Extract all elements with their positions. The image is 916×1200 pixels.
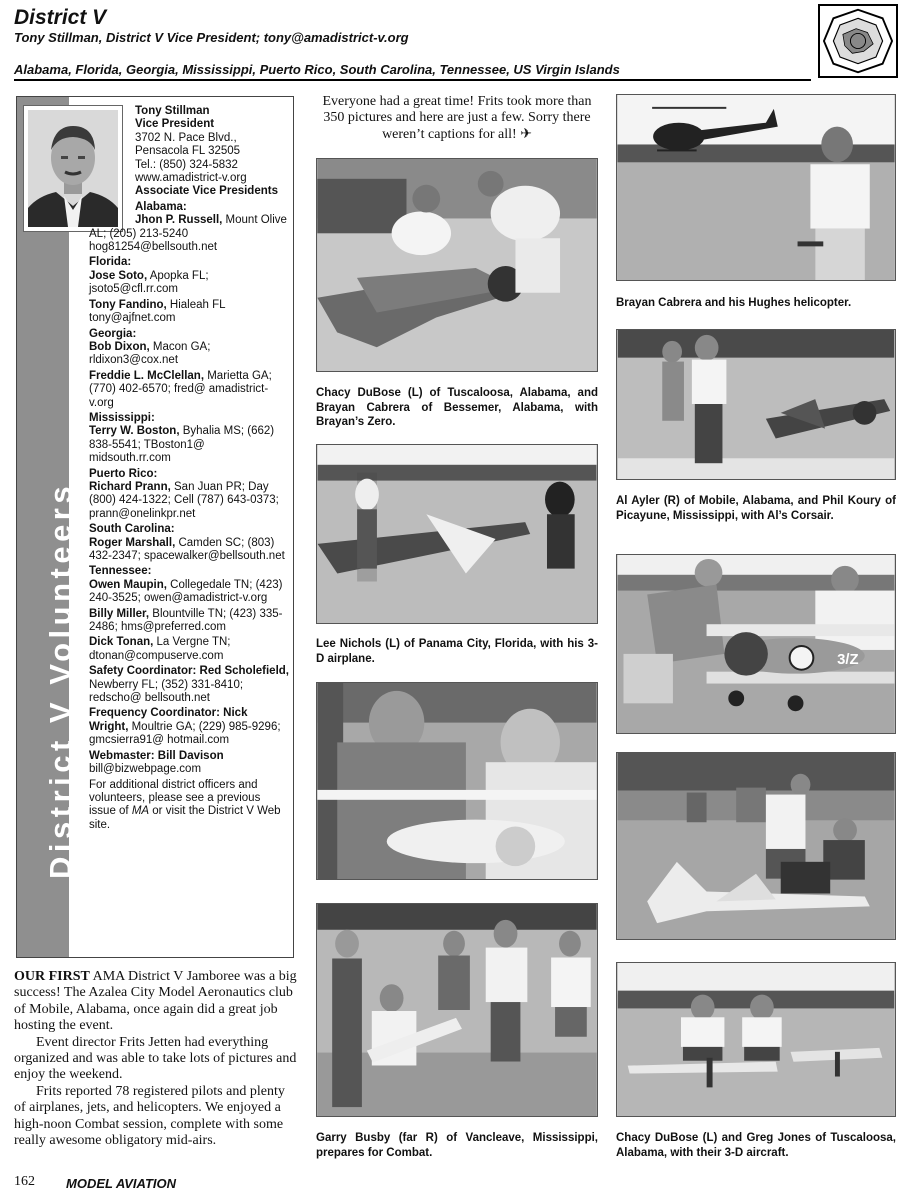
photo-helicopter [616,94,896,281]
volunteer-entry [89,214,289,254]
article-body [14,969,298,1149]
volunteer-entry [89,425,289,465]
caption-combat: Garry Busby (far R) of Vancleave, Mississippi, prepares for Combat. [316,1132,598,1159]
volunteer-name: Roger Marshall, [89,536,176,549]
closing-note-magazine: MA [131,805,150,818]
regions-list [89,201,289,663]
volunteer-entry [89,579,289,606]
volunteer-details: Marietta GA; (770) 402-6570; fred@ amadistrict-v.org [89,369,272,409]
volunteers-band-label: District V Volunteers [43,481,78,879]
volunteer-details: San Juan PR; Day (800) 424-1322; Cell (787) 643-0373; prann@onelinkpr.net [89,480,279,520]
district-seal-logo [818,4,898,78]
assoc-vp-heading: Associate Vice Presidents [135,185,278,198]
photo-combat-group [316,903,598,1117]
volunteer-name: Freddie L. McClellan, [89,369,205,382]
coordinator-entry [89,665,289,705]
volunteer-details: Byhalia MS; (662) 838-5541; TBoston1@ midsouth.rr.com [89,425,275,465]
region-heading: South Carolina: [89,523,175,536]
vp-name: Tony Stillman [135,105,210,117]
biplane-fuselage-marking: 3/Z [837,651,859,668]
closing-note-end: or visit the District V Web site. [89,805,281,831]
photo-biplane [616,554,896,734]
coordinator-name: Frequency Coordinator: Nick Wright, [89,707,248,733]
volunteer-details: La Vergne TN; dtonan@compuserve.com [89,636,231,662]
photo-3d-aircraft [616,962,896,1117]
section-title: District V [14,6,107,29]
caption-helicopter: Brayan Cabrera and his Hughes helicopter. [616,297,852,309]
volunteer-entry [89,270,289,297]
article-paragraph-4: Everyone had a great time! Frits took more than 350 pictures and here are just a few. Sorry there weren’t captions for all! [322,94,592,142]
volunteer-details: Hialeah FL tony@ajfnet.com [89,298,226,325]
vp-title: Vice President [135,118,215,131]
article-paragraph-1 [14,969,298,1035]
states-list: Alabama, Florida, Georgia, Mississippi, Puerto Rico, South Carolina, Tennessee, US Virgin Islands [14,62,620,77]
page-number: 162 [14,1174,35,1189]
article-lead-in: OUR FIRST [14,969,90,984]
caption-lee-nichols: Lee Nichols (L) of Panama City, Florida, with his 3-D airplane. [316,638,598,665]
coordinator-name: Safety Coordinator: Red Scholefield, [89,665,289,678]
volunteer-name: Tony Fandino, [89,298,167,311]
vp-phone: Tel.: (850) 324-5832 [135,158,238,171]
volunteer-name: Jose Soto, [89,269,148,282]
caption-corsair: Al Ayler (R) of Mobile, Alabama, and Phil Koury of Picayune, Mississippi, with Al’s Corsair. [616,495,896,522]
vp-address-line2: Pensacola FL 32505 [135,145,241,158]
volunteer-details: Macon GA; rldixon3@cox.net [89,340,211,367]
volunteer-name: Bob Dixon, [89,340,150,353]
volunteer-details: Collegedale TN; (423) 240-3525; owen@amadistrict-v.org [89,578,283,605]
volunteer-details: Apopka FL; jsoto5@cfl.rr.com [89,269,209,296]
volunteer-entry [89,299,289,326]
coordinator-entry [89,707,289,747]
caption-3d-aircraft: Chacy DuBose (L) and Greg Jones of Tuscaloosa, Alabama, with their 3-D aircraft. [616,1132,896,1159]
volunteer-details: Camden SC; (803) 432-2347; spacewalker@bellsouth.net [89,536,285,562]
header-rule [14,79,811,81]
volunteers-box [16,96,294,958]
volunteer-entry [89,636,289,663]
magazine-name: MODEL AVIATION [66,1176,177,1191]
coordinator-details: bill@bizwebpage.com [89,763,202,776]
vp-website: www.amadistrict-v.org [135,172,247,185]
photo-biplane-builders [316,682,598,880]
region-heading: Puerto Rico: [89,467,158,480]
volunteer-details: Mount Olive AL; (205) 213-5240 hog81254@bellsouth.net [89,214,287,254]
vp-address-line1: 3702 N. Pace Blvd., [135,131,237,144]
region-heading: Alabama: [135,200,187,213]
article-continuation [316,94,598,143]
article-paragraph-1-text: AMA District V Jamboree was a big success! The Azalea City Model Aeronautics club of Mobile, Alabama, once again did a great job hosting the event. [14,969,297,1034]
photo-zero [316,158,598,372]
photo-jet [616,752,896,940]
article-paragraph-2: Event director Frits Jetten had everything organized and was able to take lots of pictures and enjoy the weekend. [14,1034,297,1083]
volunteer-name: Owen Maupin, [89,578,167,591]
volunteer-entry [89,608,289,635]
caption-zero: Chacy DuBose (L) of Tuscaloosa, Alabama, and Brayan Cabrera of Bessemer, Alabama, with Brayan’s Zero. [316,387,598,429]
coordinator-name: Webmaster: Bill Davison [89,749,224,762]
coordinator-entry [89,750,289,777]
volunteer-name: Terry W. Boston, [89,425,180,438]
photo-corsair [616,329,896,480]
volunteer-entry [89,537,289,564]
coordinator-details: Newberry FL; (352) 331-8410; redscho@ bellsouth.net [89,678,244,705]
region-heading: Tennessee: [89,565,152,578]
volunteer-name: Richard Prann, [89,480,171,493]
volunteer-name: Jhon P. Russell, [135,214,223,227]
section-subtitle: Tony Stillman, District V Vice President; tony@amadistrict-v.org [14,30,409,45]
region-heading: Georgia: [89,327,137,340]
volunteers-list [89,105,289,834]
closing-note-start: For additional district officers and volunteers, please see a previous issue of [89,778,261,818]
region-heading: Mississippi: [89,411,155,424]
region-heading: Florida: [89,256,132,269]
closing-note [89,779,289,833]
coordinators-list [89,665,289,776]
volunteer-entry [89,370,289,410]
article-paragraph-3: Frits reported 78 registered pilots and plenty of airplanes, jets, and helicopters. We enjoyed a high-noon Combat session, complete with some really awesome obligatory mid-airs. [14,1083,285,1149]
end-mark-icon: ✈ [520,126,532,142]
volunteer-name: Billy Miller, [89,607,150,620]
volunteer-details: Blountville TN; (423) 335-2486; hms@preferred.com [89,607,283,634]
volunteer-entry [89,341,289,368]
volunteer-name: Dick Tonan, [89,636,154,649]
coordinator-details: Moultrie GA; (229) 985-9296; gmcsierra91@ hotmail.com [89,720,281,747]
photo-lee-nichols [316,444,598,624]
volunteer-entry [89,481,289,521]
